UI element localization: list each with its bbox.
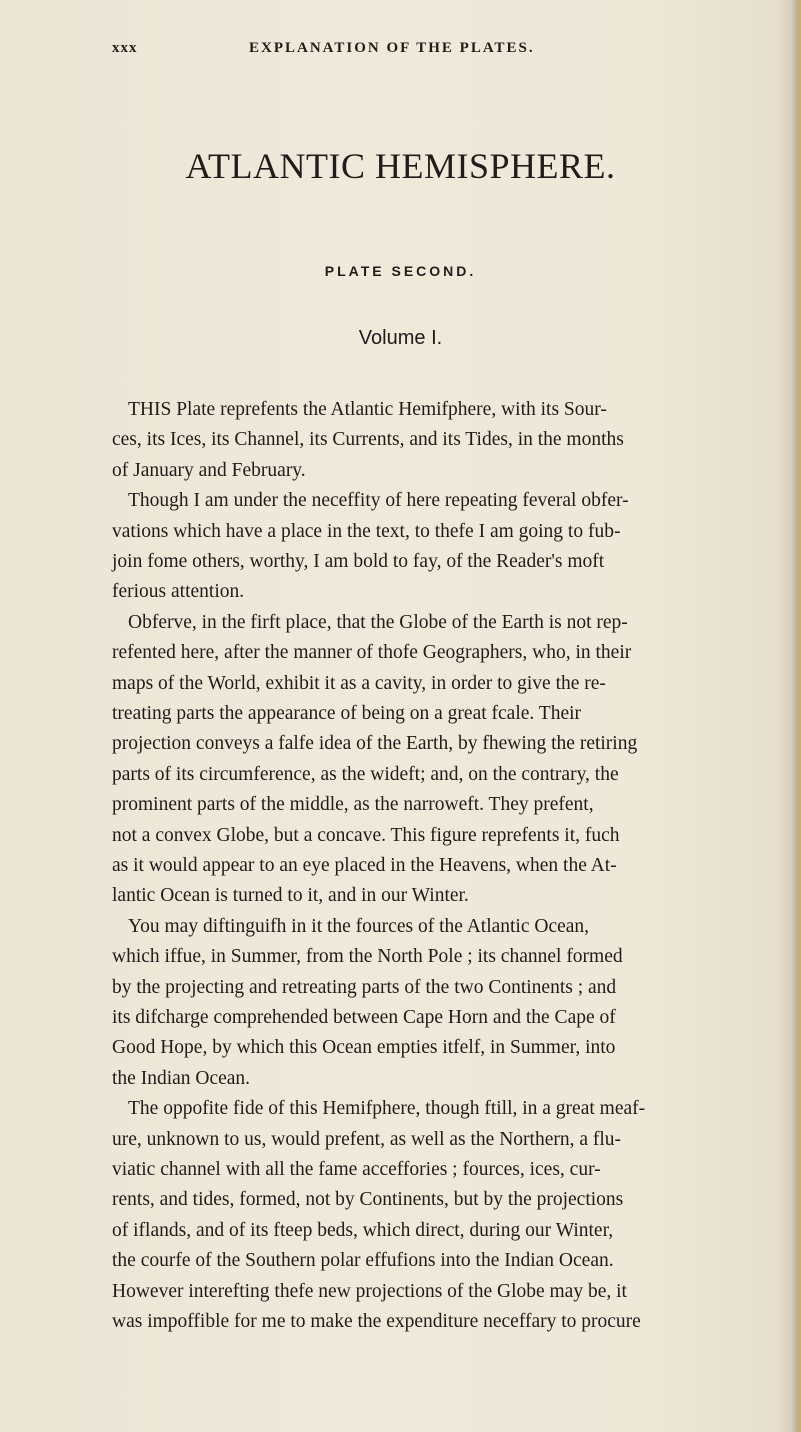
text-line: of iflands, and of its fteep beds, which direct, during our Winter, xyxy=(112,1219,614,1241)
text-line: was impoffible for me to make the expenditure neceffary to procure xyxy=(112,1311,641,1332)
text-line: not a convex Globe, but a concave. This figure reprefents it, fuch xyxy=(112,824,620,846)
text-line: of January and February. xyxy=(112,459,306,481)
running-head xyxy=(0,40,801,62)
text-line: ure, unknown to us, would prefent, as well as the Northern, a flu- xyxy=(112,1128,622,1150)
text-line: The oppofite fide of this Hemifphere, though ftill, in a great meaf- xyxy=(128,1098,646,1120)
plate-subtitle: PLATE SECOND. xyxy=(324,263,477,279)
text-line: vations which have a place in the text, to thefe I am going to fub- xyxy=(112,520,621,542)
body-text xyxy=(0,396,801,1396)
text-line: lantic Ocean is turned to it, and in our Winter. xyxy=(112,885,469,907)
page-title: ATLANTIC HEMISPHERE. xyxy=(185,146,616,186)
text-line: the Indian Ocean. xyxy=(112,1067,251,1089)
text-line: which iffue, in Summer, from the North Pole ; its channel formed xyxy=(112,946,623,968)
running-title: EXPLANATION OF THE PLATES. xyxy=(249,40,535,56)
text-line: as it would appear to an eye placed in the Heavens, when the At- xyxy=(112,855,617,876)
text-line: refented here, after the manner of thofe Geographers, who, in their xyxy=(112,642,632,664)
text-line: Though I am under the neceffity of here repeating feveral obfer- xyxy=(128,490,629,512)
text-line: projection conveys a falfe idea of the Earth, by fhewing the retiring xyxy=(112,733,638,755)
text-line: However interefting thefe new projections of the Globe may be, it xyxy=(112,1280,627,1302)
text-line: treating parts the appearance of being on a great fcale. Their xyxy=(112,703,582,724)
text-line: maps of the World, exhibit it as a cavity, in order to give the re- xyxy=(112,672,606,694)
text-line: ces, its Ices, its Channel, its Currents, and its Tides, in the months xyxy=(112,429,624,451)
text-line: rents, and tides, formed, not by Continents, but by the projections xyxy=(112,1189,624,1211)
page-number: xxx xyxy=(112,40,138,56)
text-line: Good Hope, by which this Ocean empties itfelf, in Summer, into xyxy=(112,1037,616,1059)
text-line: ferious attention. xyxy=(112,581,245,603)
text-line: parts of its circumference, as the wideft; and, on the contrary, the xyxy=(112,763,619,785)
text-line: THIS Plate reprefents the Atlantic Hemifphere, with its Sour- xyxy=(128,399,607,420)
volume-label: Volume I. xyxy=(358,327,443,349)
text-line: its difcharge comprehended between Cape Horn and the Cape of xyxy=(112,1007,616,1028)
text-line: You may diftinguifh in it the fources of the Atlantic Ocean, xyxy=(128,915,590,937)
text-line: viatic channel with all the fame acceffories ; fources, ices, cur- xyxy=(112,1159,601,1180)
text-line: by the projecting and retreating parts of the two Continents ; and xyxy=(112,976,617,998)
text-line: join fome others, worthy, I am bold to fay, of the Reader's moft xyxy=(112,551,605,572)
text-line: Obferve, in the firft place, that the Globe of the Earth is not rep- xyxy=(128,611,628,633)
text-line: the courfe of the Southern polar effufions into the Indian Ocean. xyxy=(112,1250,614,1272)
text-line: prominent parts of the middle, as the narroweft. They prefent, xyxy=(112,794,594,816)
